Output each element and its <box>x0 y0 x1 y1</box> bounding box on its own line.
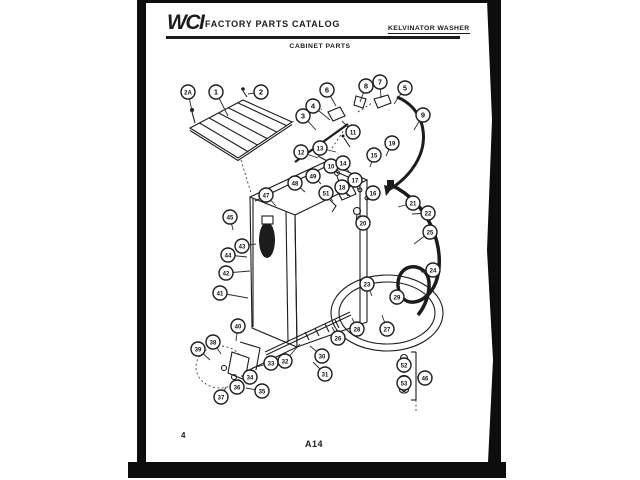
svg-text:44: 44 <box>224 253 232 260</box>
svg-text:46: 46 <box>421 376 429 383</box>
callout-45 <box>223 210 237 230</box>
svg-text:31: 31 <box>321 372 329 379</box>
callout-52 <box>397 358 411 372</box>
callout-7 <box>373 75 387 98</box>
svg-text:48: 48 <box>291 181 299 188</box>
callout-40 <box>231 319 245 341</box>
svg-text:52: 52 <box>400 363 408 370</box>
callout-38 <box>206 335 221 354</box>
svg-text:12: 12 <box>297 150 305 157</box>
svg-text:17: 17 <box>351 178 359 185</box>
svg-text:2: 2 <box>258 87 264 97</box>
svg-text:21: 21 <box>409 201 417 208</box>
callout-47 <box>259 188 276 206</box>
svg-text:36: 36 <box>233 385 241 392</box>
svg-text:35: 35 <box>258 389 266 396</box>
svg-text:41: 41 <box>216 291 224 298</box>
scan-edge-bars <box>128 0 506 478</box>
callout-6 <box>320 83 336 106</box>
callout-26 <box>331 327 345 345</box>
svg-text:28: 28 <box>353 327 361 334</box>
callout-27 <box>380 315 394 336</box>
svg-text:11: 11 <box>349 130 357 137</box>
callout-19 <box>385 136 399 156</box>
svg-text:16: 16 <box>369 191 377 198</box>
svg-text:4: 4 <box>310 101 316 111</box>
callout-20 <box>356 216 370 230</box>
svg-text:43: 43 <box>238 244 246 251</box>
callout-16 <box>366 186 380 200</box>
svg-text:37: 37 <box>217 395 225 402</box>
svg-text:10: 10 <box>327 164 335 171</box>
callout-28 <box>350 318 364 336</box>
svg-text:49: 49 <box>309 174 317 181</box>
lid-screw-right <box>241 87 247 97</box>
callout-15 <box>367 148 381 167</box>
svg-text:13: 13 <box>316 146 324 153</box>
section-title: CABINET PARTS <box>289 43 351 50</box>
lid-panel <box>190 100 292 161</box>
callout-21 <box>398 196 420 210</box>
svg-text:23: 23 <box>363 282 371 289</box>
svg-text:5: 5 <box>402 83 408 93</box>
svg-text:40: 40 <box>234 324 242 331</box>
counterweight <box>259 216 275 258</box>
header-rule <box>166 36 460 39</box>
callout-14 <box>336 156 350 172</box>
page-code: A14 <box>305 439 324 449</box>
svg-text:9: 9 <box>420 110 426 120</box>
svg-text:30: 30 <box>318 354 326 361</box>
svg-text:18: 18 <box>338 185 346 192</box>
svg-text:8: 8 <box>363 81 369 91</box>
callout-35 <box>246 384 269 398</box>
svg-text:53: 53 <box>400 381 408 388</box>
callout-30 <box>310 346 329 363</box>
catalog-title: FACTORY PARTS CATALOG <box>205 19 341 29</box>
svg-text:2A: 2A <box>184 90 192 97</box>
svg-text:51: 51 <box>322 191 330 198</box>
svg-text:38: 38 <box>209 340 217 347</box>
callout-25 <box>414 225 437 244</box>
product-title: KELVINATOR WASHER <box>388 25 470 32</box>
svg-text:42: 42 <box>222 271 230 278</box>
svg-text:34: 34 <box>246 375 254 382</box>
callout-18 <box>335 180 349 196</box>
page-number: 4 <box>181 431 186 440</box>
svg-text:6: 6 <box>324 85 330 95</box>
wci-logo: WCI <box>167 11 204 34</box>
svg-text:7: 7 <box>377 77 383 87</box>
callout-41 <box>213 286 248 300</box>
svg-text:32: 32 <box>281 359 289 366</box>
svg-text:47: 47 <box>262 193 270 200</box>
callout-11 <box>342 121 360 139</box>
callout-46 <box>417 371 432 385</box>
svg-text:27: 27 <box>383 327 391 334</box>
callout-42 <box>219 266 250 280</box>
svg-text:20: 20 <box>359 221 367 228</box>
callout-37 <box>214 387 228 404</box>
callout-36 <box>230 380 244 394</box>
svg-text:22: 22 <box>424 211 432 218</box>
callout-31 <box>313 362 332 381</box>
svg-text:45: 45 <box>226 215 234 222</box>
svg-text:1: 1 <box>213 87 219 97</box>
callout-2 <box>248 85 268 99</box>
svg-text:24: 24 <box>429 268 437 275</box>
svg-text:19: 19 <box>388 141 396 148</box>
svg-text:39: 39 <box>194 347 202 354</box>
callout-53 <box>397 376 411 390</box>
svg-text:15: 15 <box>370 153 378 160</box>
svg-text:3: 3 <box>300 111 306 121</box>
callout-51 <box>319 186 333 201</box>
svg-text:14: 14 <box>339 161 347 168</box>
svg-text:25: 25 <box>426 230 434 237</box>
callout-29 <box>390 290 404 305</box>
svg-text:29: 29 <box>393 295 401 302</box>
callout-49 <box>306 169 321 184</box>
callout-13 <box>313 141 336 155</box>
svg-text:33: 33 <box>267 361 275 368</box>
svg-text:26: 26 <box>334 336 342 343</box>
